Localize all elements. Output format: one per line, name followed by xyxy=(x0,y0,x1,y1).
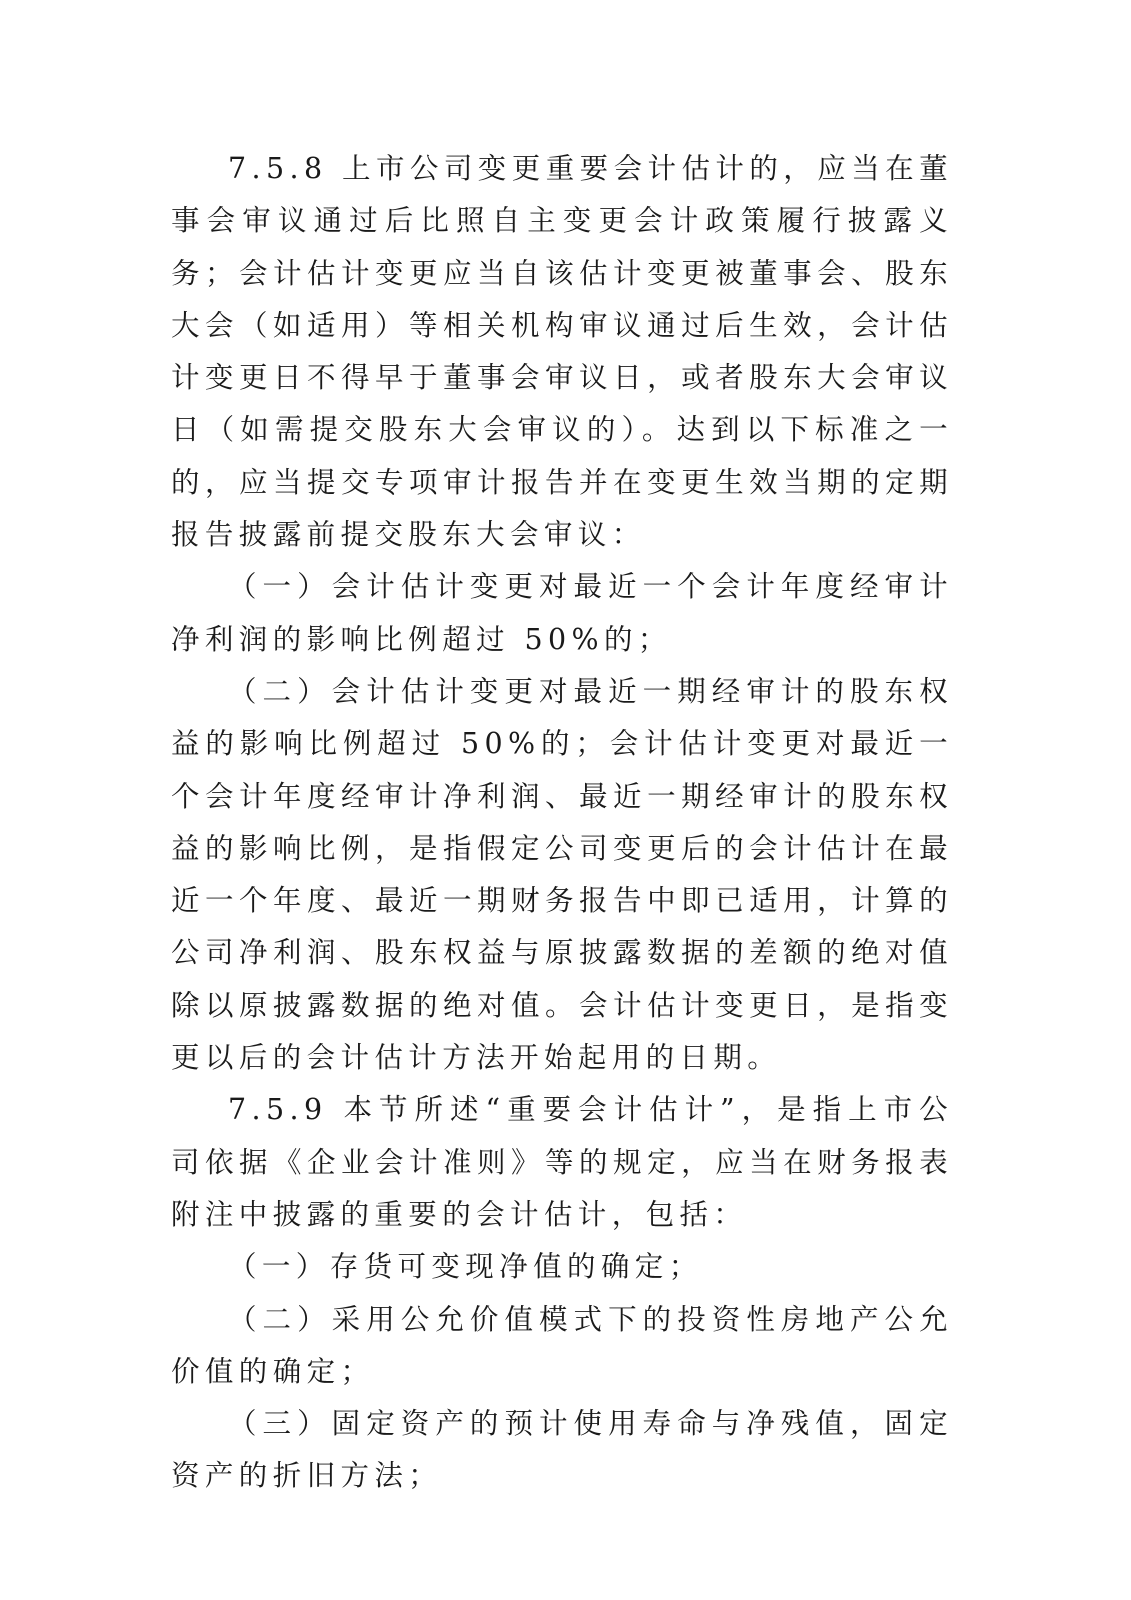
paragraph-estimate-1: （一）存货可变现净值的确定； xyxy=(228,1250,703,1284)
paragraph-estimate-3: （三）固定资产的预计使用寿命与净残值，固定资产的折旧方法； xyxy=(171,1407,953,1493)
paragraph-estimate-2: （二）采用公允价值模式下的投资性房地产公允价值的确定； xyxy=(171,1302,953,1388)
document-body xyxy=(171,143,953,1503)
paragraph-7-5-9: 7.5.9 本节所述“重要会计估计”，是指上市公司依据《企业会计准则》等的规定，应当在财务报表附注中披露的重要的会计估计，包括： xyxy=(171,1093,953,1231)
paragraph-7-5-8: 7.5.8 上市公司变更重要会计估计的，应当在董事会审议通过后比照自主变更会计政策履行披露义务；会计估计变更应当自该估计变更被董事会、股东大会（如适用）等相关机构审议通过后生效，会计估计变更日不得早于董事会审议日，或者股东大会审议日（如需提交股东大会审议的）。达到以下标准之一的，应当提交专项审计报告并在变更生效当期的定期报告披露前提交股东大会审议： xyxy=(171,152,953,552)
paragraph-item-1: （一）会计估计变更对最近一个会计年度经审计净利润的影响比例超过 50%的； xyxy=(171,570,953,656)
paragraph-item-2: （二）会计估计变更对最近一期经审计的股东权益的影响比例超过 50%的；会计估计变更对最近一个会计年度经审计净利润、最近一期经审计的股东权益的影响比例，是指假定公司变更后的会计估计在最近一个年度、最近一期财务报告中即已适用，计算的公司净利润、股东权益与原披露数据的差额的绝对值除以原披露数据的绝对值。会计估计变更日，是指变更以后的会计估计方法开始起用的日期。 xyxy=(171,674,953,1075)
